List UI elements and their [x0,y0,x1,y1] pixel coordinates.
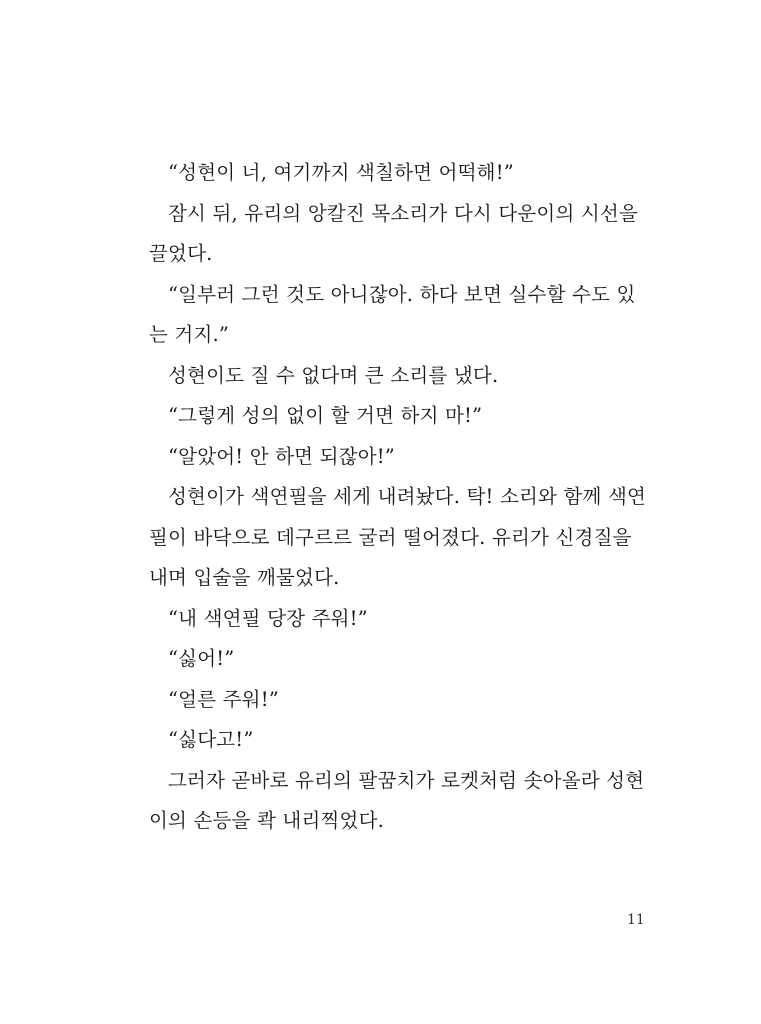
text-line: 필이 바닥으로 데구르르 굴러 떨어졌다. 유리가 신경질을 [149,525,632,549]
text-line: 끌었다. [149,242,213,265]
page-number: 11 [627,912,645,928]
text-line: 성현이가 색연필을 세게 내려놨다. 탁! 소리와 함께 색연 [168,485,647,508]
text-line: “알았어! 안 하면 되잖아!” [168,444,395,468]
text-line: “일부러 그런 것도 아니잖아. 하다 보면 실수할 수도 있 [168,282,636,306]
text-line: “성현이 너, 여기까지 색칠하면 어떡해!” [168,161,514,184]
text-line: “내 색연필 당장 주워!” [168,606,368,630]
text-line: “싫어!” [168,647,235,670]
text-line: 는 거지.” [149,323,230,346]
text-line: 이의 손등을 콱 내리찍었다. [149,809,385,832]
text-line: 내며 입술을 깨물었다. [149,566,340,589]
text-line: 그러자 곧바로 유리의 팔꿈치가 로켓처럼 솟아올라 성현 [168,768,645,792]
text-line: “그렇게 성의 없이 할 거면 하지 마!” [168,404,483,427]
body-text [149,153,649,842]
text-line: 성현이도 질 수 없다며 큰 소리를 냈다. [168,363,499,387]
text-line: “얼른 주워!” [168,687,279,711]
text-line: 잠시 뒤, 유리의 앙칼진 목소리가 다시 다운이의 시선을 [168,201,639,225]
text-line: “싫다고!” [168,728,254,751]
